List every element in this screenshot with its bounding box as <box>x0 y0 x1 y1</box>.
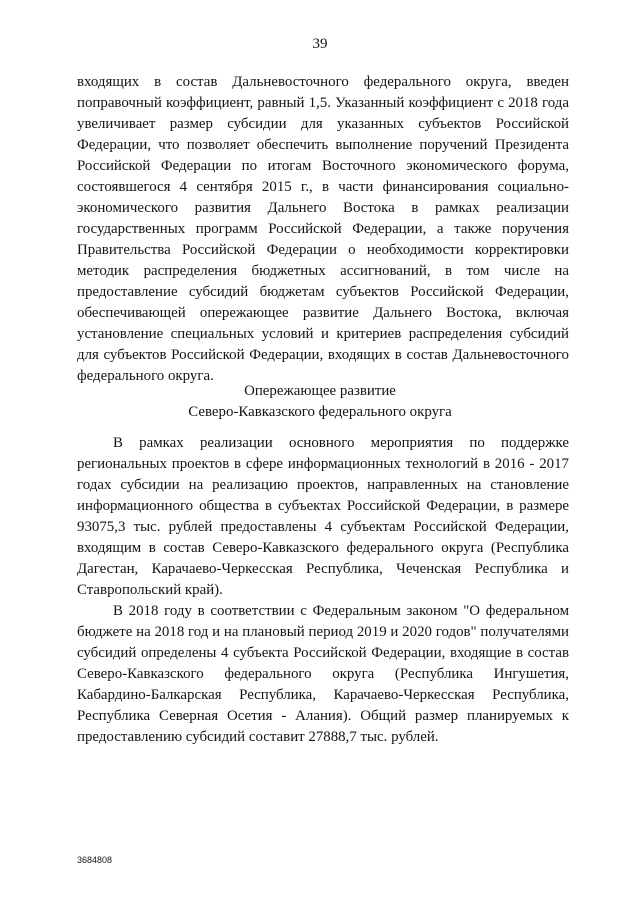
paragraph-3: В 2018 году в соответствии с Федеральным законом "О федеральном бюджете на 2018 год и на плановый период 2019 и 2020 годов" получателями субсидий определены 4 субъекта Российской Федерации, входящие в состав Северо-Кавказского федерального округа (Республика Ингушетия, Кабардино-Балкарская Республика, Карачаево-Черкесская Республика, Республика Северная Осетия - Алания). Общий размер планируемых к предоставлению субсидий составит 27888,7 тыс. рублей. <box>77 603 569 745</box>
paragraph-1: входящих в состав Дальневосточного федерального округа, введен поправочный коэффициент, равный 1,5. Указанный коэффициент с 2018 года увеличивает размер субсидии для указанных субъектов Российской Федерации, что позволяет обеспечить выполнение поручений Президента Российской Федерации по итогам Восточного экономического форума, состоявшегося 4 сентября 2015 г., в части финансирования социально-экономического развития Дальнего Востока в рамках реализации государственных программ Российской Федерации, а также поручения Правительства Российской Федерации о необходимости корректировки методик распределения бюджетных ассигнований, в том числе на предоставление субсидий бюджетам субъектов Российской Федерации, обеспечивающей опережающее развитие Дальнего Востока, включая установление специальных условий и критериев распределения субсидий для субъектов Российской Федерации, входящих в состав Дальневосточного федерального округа. <box>77 74 569 384</box>
paragraph-dalnevostochny <box>77 72 569 387</box>
section-heading-line-2: Северо-Кавказского федерального округа <box>188 404 452 420</box>
document-code: 3684808 <box>77 855 113 865</box>
section-heading <box>0 381 640 423</box>
section-heading-line-1: Опережающее развитие <box>244 383 396 399</box>
page-number: 39 <box>312 36 328 52</box>
section-body <box>77 433 569 748</box>
paragraph-2: В рамках реализации основного мероприятия по поддержке региональных проектов в сфере информационных технологий в 2016 - 2017 годах субсидии на реализацию проектов, направленных на становление информационного общества в субъектах Российской Федерации, в размере 93075,3 тыс. рублей предоставлены 4 субъектам Российской Федерации, входящим в состав Северо-Кавказского федерального округа (Республика Дагестан, Карачаево-Черкесская Республика, Чеченская Республика и Ставропольский край). <box>77 435 569 598</box>
